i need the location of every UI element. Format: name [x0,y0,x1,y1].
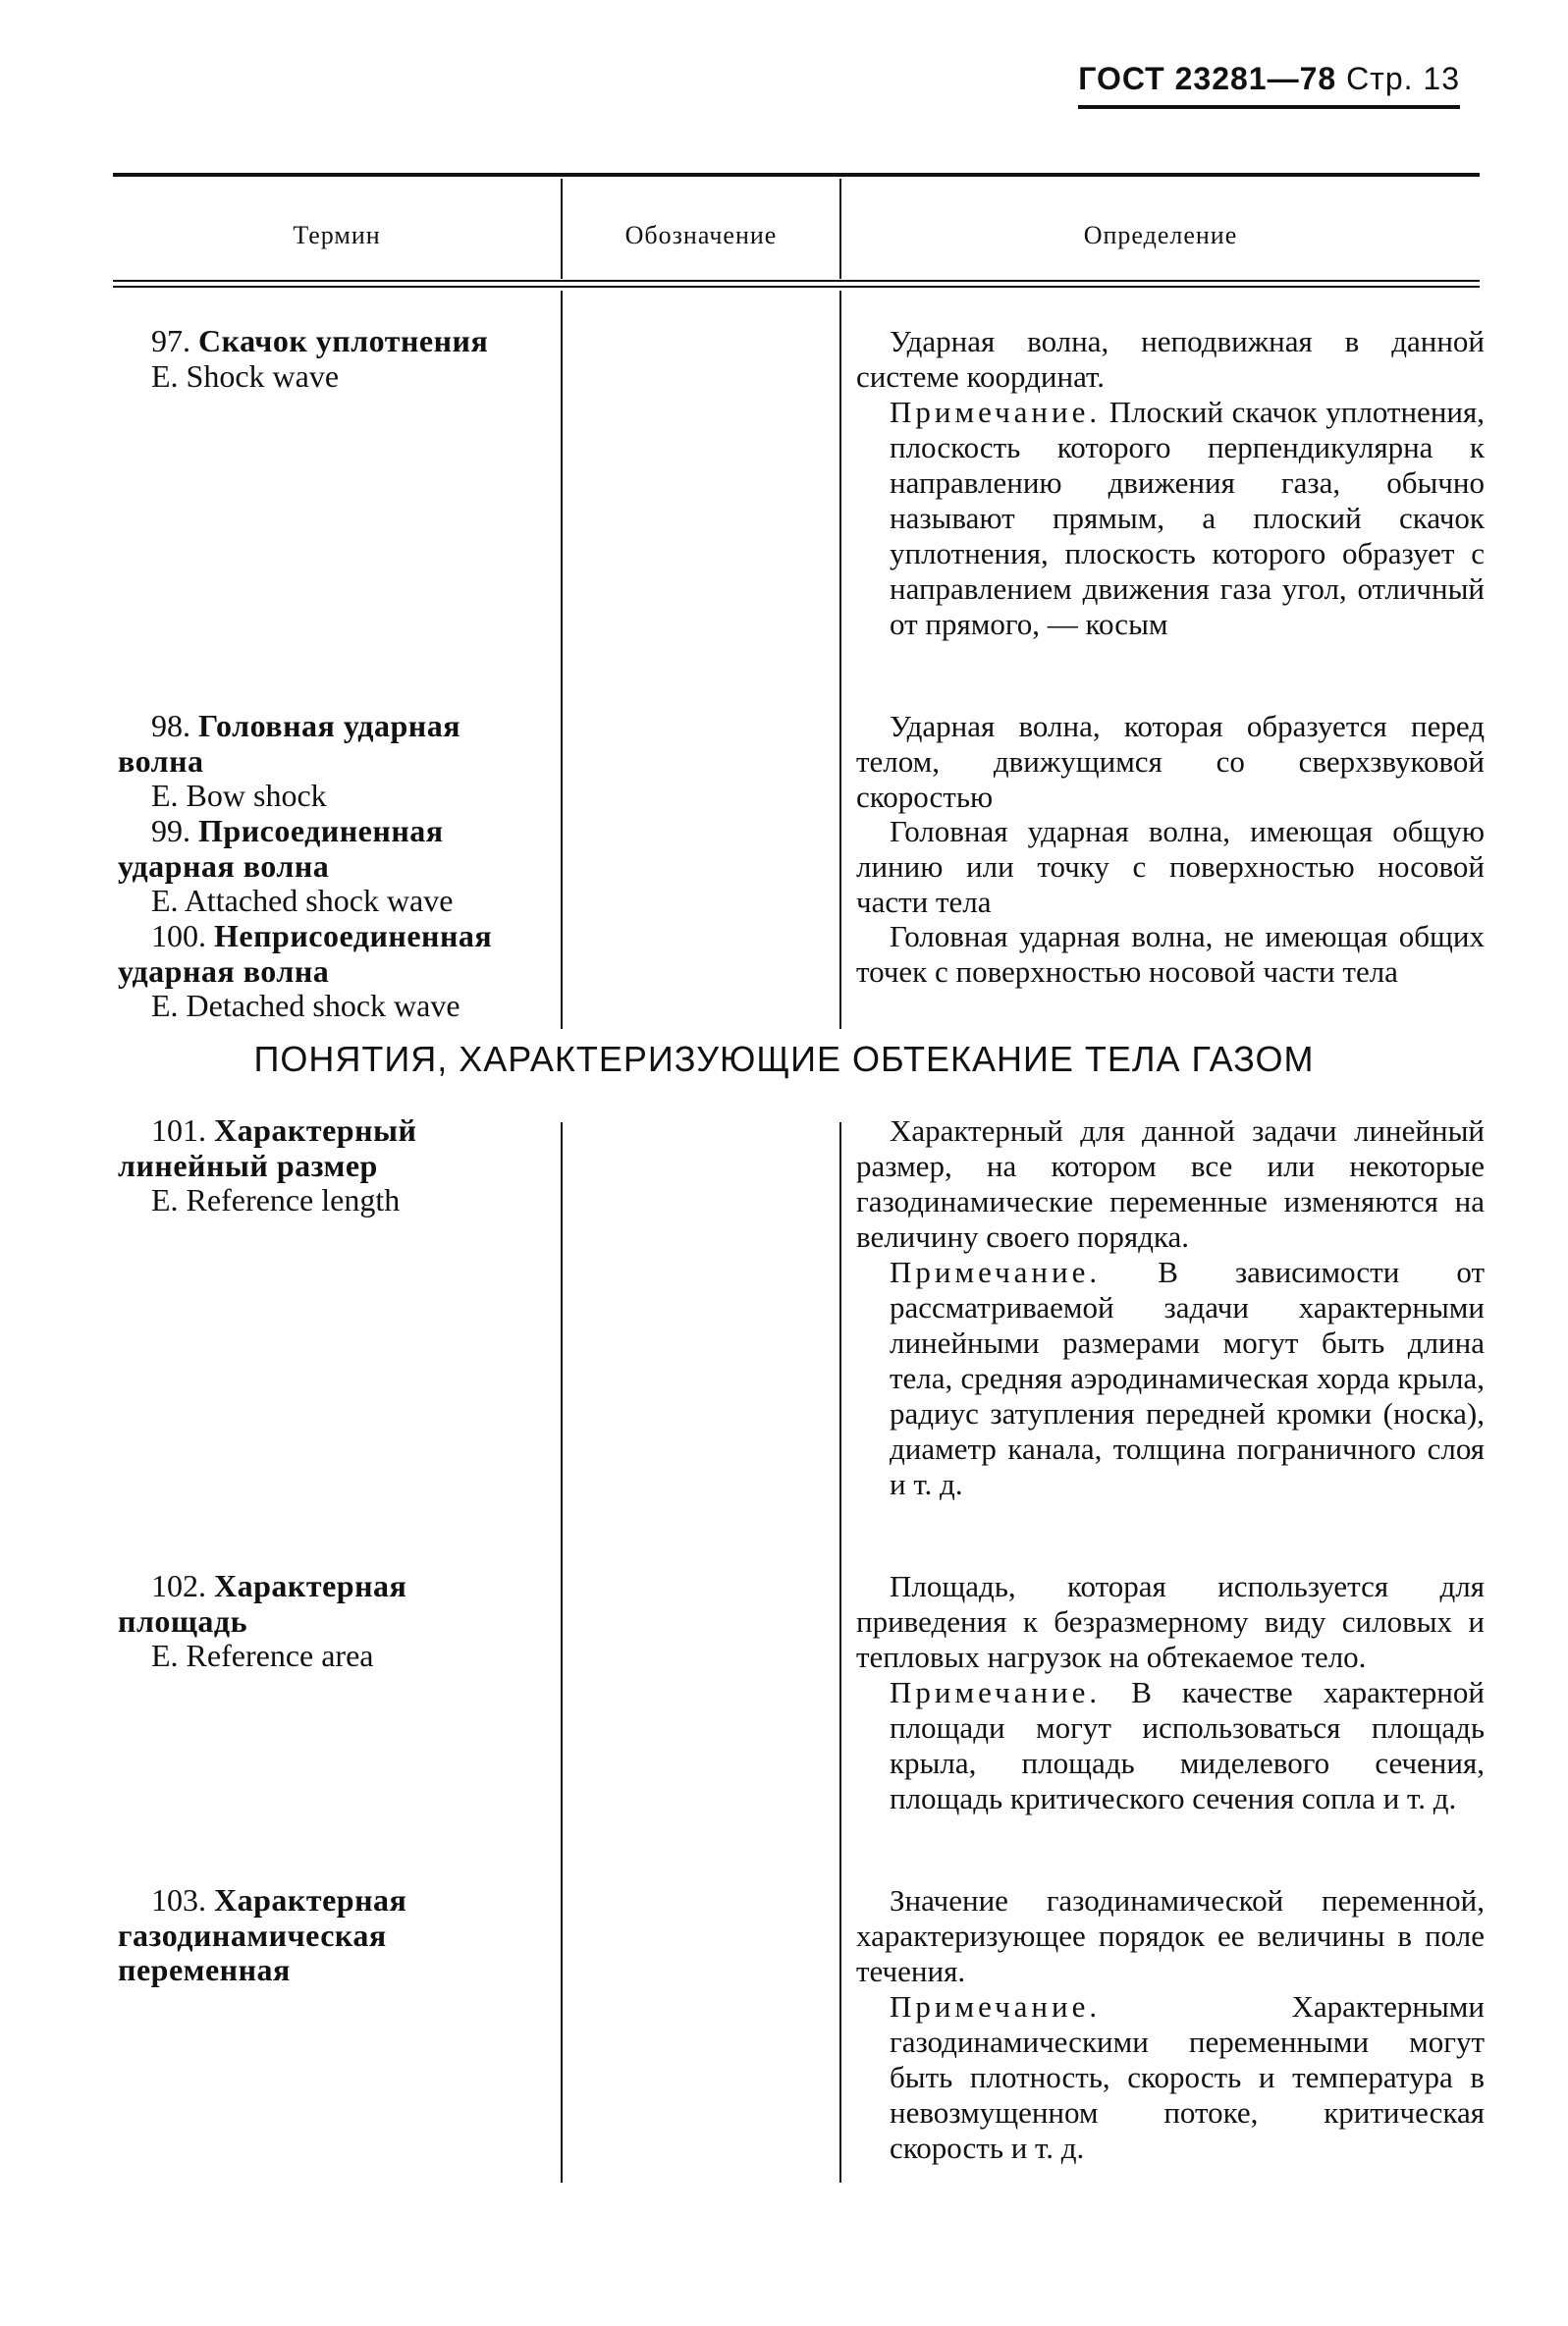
column-header-term: Термин [293,221,381,249]
term-english: E. Shock wave [151,357,340,394]
note-text: В качестве характерной площади могут использоваться площадь крыла, площадь миделевого сечения, площадь критического сечения сопла и т. д. [890,1675,1485,1815]
column-header-designation: Обозначение [624,221,778,249]
column-header-definition: Определение [1083,221,1238,249]
term-number: 100. [151,918,206,953]
page-header [1078,61,1460,109]
note-text: Характерными газодинамическими переменными могут быть плотность, скорость и температура в невозмущенном потоке, критическая скорость и т. д. [890,1989,1485,2165]
definition-entry-97 [856,324,1485,642]
definition-entry-103 [856,1883,1485,2166]
term-number: 99. [151,813,190,848]
definition-text: Значение газодинамической переменной, характеризующее порядок ее величины в поле течения. [856,1883,1485,1988]
term-english: E. Detached shock wave [151,988,460,1023]
definition-text: Головная ударная волна, имеющая общую линию или точку с поверхностью носовой части тела [856,814,1485,919]
definition-text: Площадь, которая используется для приведения к безразмерному виду силовых и тепловых нагрузок на обтекаемое тело. [856,1569,1485,1674]
term-english: E. Attached shock wave [151,883,454,918]
term-name: Присоединенная ударная волна [118,813,444,884]
term-entry-97 [118,324,540,394]
term-english: E. Reference area [151,1638,374,1673]
note-text: В зависимости от рассматриваемой задачи характерными линейными размерами могут быть длина тела, средняя аэродинамическая хорда крыла, радиус затупления передней кромки (носка), диаметр канала, толщина пограничного слоя и т. д. [890,1255,1485,1501]
page-label: Стр. [1346,61,1414,96]
note-label: Примечание. [890,1255,1102,1289]
definition-note [856,1675,1485,1816]
standard-number: ГОСТ 23281—78 [1078,61,1337,96]
definition-text: Ударная волна, которая образуется перед телом, движущимся со сверхзвуковой скоростью [856,709,1485,814]
note-label: Примечание. [890,395,1102,429]
column-divider-2 [839,1122,841,2183]
table-top-rule [113,173,1480,177]
section-title: ПОНЯТИЯ, ХАРАКТЕРИЗУЮЩИЕ ОБТЕКАНИЕ ТЕЛА ГАЗОМ [253,1039,1315,1079]
definition-entry-98 [856,709,1485,815]
term-name: Неприсоединенная ударная волна [118,918,493,989]
note-label: Примечание. [890,1675,1102,1709]
term-name: Характерный линейный размер [118,1112,417,1183]
definition-entry-102 [856,1569,1485,1816]
definition-note [856,1989,1485,2166]
term-number: 101. [151,1112,206,1148]
term-name: Скачок уплотнения [198,323,489,358]
term-english: E. Reference length [151,1182,401,1217]
definition-text: Характерный для данной задачи линейный размер, на котором все или некоторые газодинамические переменные изменяются на величину своего порядка. [856,1113,1485,1254]
term-entry-100 [118,919,540,1024]
note-text: Плоский скачок уплотнения, плоскость которого перпендикулярна к направлению движения газа, обычно называют прямым, а плоский скачок уплотнения, плоскость которого образует с направлением движения газа угол, отличный от прямого, — косым [890,395,1486,641]
term-entry-101 [118,1113,540,1218]
term-english: E. Bow shock [151,778,327,813]
term-entry-103 [118,1883,540,1988]
term-name: Характерная площадь [118,1568,407,1639]
note-label: Примечание. [890,1989,1102,2024]
definition-note [856,1255,1485,1502]
column-divider-1 [561,1122,563,2183]
term-number: 103. [151,1882,206,1918]
table-header-rule [113,280,1480,288]
term-number: 98. [151,708,190,743]
definition-entry-100 [856,919,1485,990]
term-number: 97. [151,323,190,358]
column-divider-1 [561,291,563,1029]
term-name: Головная ударная волна [118,708,461,779]
definition-note [856,395,1485,642]
term-number: 102. [151,1568,206,1603]
column-divider-2 [839,291,841,1029]
term-entry-98 [118,709,540,814]
definition-entry-101 [856,1113,1485,1502]
term-name: Характерная газодинамическая переменная [118,1882,407,1987]
term-entry-99 [118,814,540,919]
definition-text: Головная ударная волна, не имеющая общих точек с поверхностью носовой части тела [856,919,1485,989]
definition-text: Ударная волна, неподвижная в данной системе координат. [856,324,1485,394]
term-entry-102 [118,1569,540,1674]
page-number: 13 [1423,61,1460,96]
definition-entry-99 [856,814,1485,920]
